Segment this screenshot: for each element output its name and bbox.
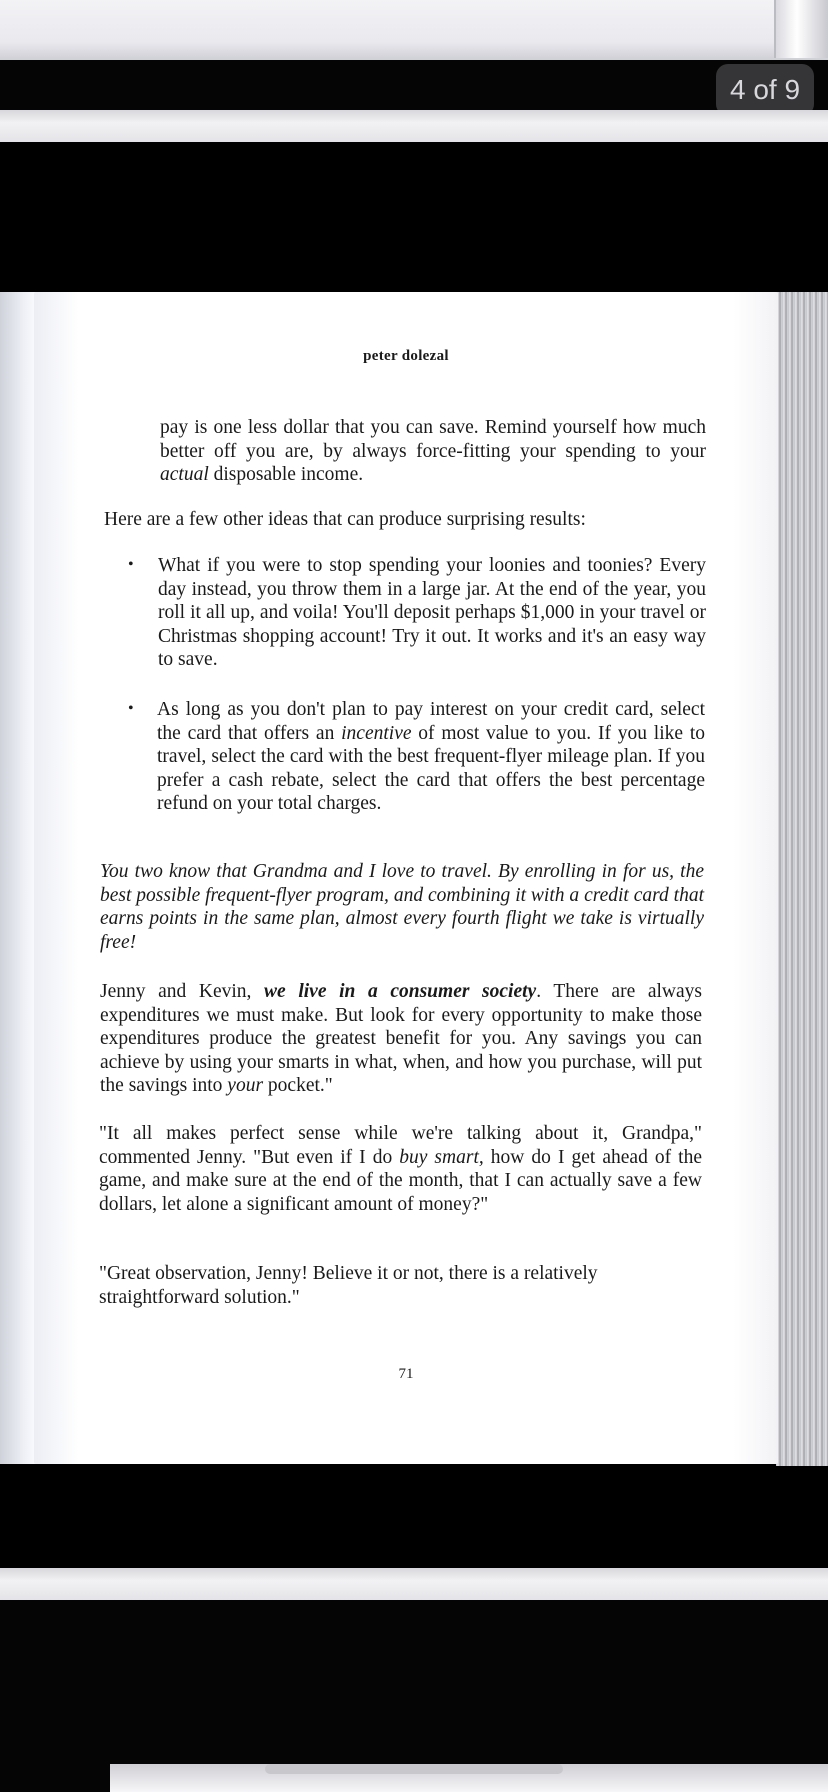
home-indicator[interactable] [265,1764,563,1774]
paragraph-ideas-intro: Here are a few other ideas that can produce surprising results: [104,509,586,530]
text-run: . There are always expenditures we must make. But look for every opportunity to make those expenditures produce the greatest benefit for you. Any savings you can achieve by using your smarts in what, when, and how you purchase, will put the savings into [100,981,702,1096]
previous-page-edge [0,0,828,60]
text-run-italic: your [227,1075,264,1096]
running-head: peter dolezal [363,348,449,364]
bullet-item-loonies: What if you were to stop spending your loonies and toonies? Every day instead, you throw them in a large jar. At the end of the year, you roll it all up, and voila! You'll deposit perhaps $1,000 in your travel or Christmas shopping account! Try it out. It works and it's an easy way to save. [158,555,706,670]
text-run: "It all makes perfect sense while we're talking about it, Grandpa," commented Jenny. "But even if I do [99,1123,702,1168]
bullet-marker: • [128,700,134,717]
book-page-edges [776,292,828,1466]
paragraph-grandma-travel: You two know that Grandma and I love to travel. By enrolling in for us, the best possible frequent-flyer program, and combining it with a credit card that earns points in the same plan, almost every fourth flight we take is virtually free! [100,861,704,953]
text-run: of most value to you. If you like to travel, select the card with the best frequent-flyer mileage plan. If you prefer a cash rebate, select the card that offers the best percentage refund on your total charges. [157,722,705,814]
page-separator-top [0,110,828,142]
page-counter: 4 of 9 [716,64,814,116]
paragraph-great-observation: "Great observation, Jenny! Believe it or not, there is a relatively straightforward solution." [99,1263,598,1308]
previous-page-fold [774,0,828,58]
text-run: pay is one less dollar that you can save. Remind yourself how much better off you are, by always force-fitting your spending to your [160,417,706,462]
page-number: 71 [398,1366,414,1382]
text-run: disposable income. [208,464,364,485]
bullet-item-credit-card [157,698,705,816]
text-run: pocket." [263,1075,333,1096]
text-run: Jenny and Kevin, [100,981,265,1002]
paragraph-consumer-society [100,980,702,1098]
text-run-bold-italic: we live in a consumer society [264,981,537,1002]
text-run: how do I get ahead of the game, and make sure at the end of the month, that I can actually save a few dollars, let alone a significant amount of money?" [99,1146,702,1215]
text-run: As long as you don't plan to pay interest on your credit card, select the card that offers an [157,699,705,744]
text-run-italic: buy smart, [399,1146,484,1168]
text-run-italic: incentive [341,722,412,744]
bullet-marker: • [128,556,134,573]
paragraph-jenny-question [99,1122,702,1216]
text-run-italic: actual [160,464,209,485]
paragraph-continuation [160,416,706,487]
page-separator-bottom [0,1568,828,1600]
